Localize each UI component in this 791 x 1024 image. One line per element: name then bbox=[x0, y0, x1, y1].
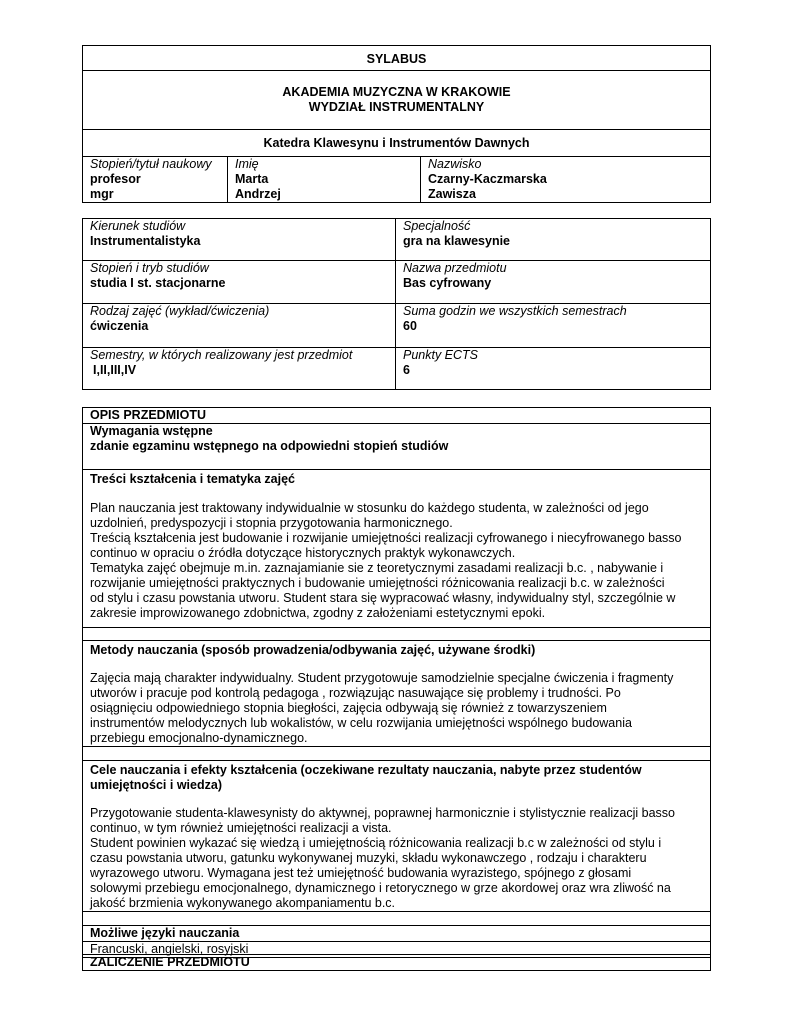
class-type-value: ćwiczenia bbox=[90, 319, 149, 333]
spacer-row bbox=[83, 454, 711, 469]
study-info-table bbox=[82, 218, 711, 390]
department-name: Katedra Klawesynu i Instrumentów Dawnych bbox=[83, 130, 711, 157]
syllabus-title: SYLABUS bbox=[83, 46, 711, 71]
hours-label: Suma godzin we wszystkich semestrach bbox=[403, 304, 627, 318]
class-type-label: Rodzaj zajęć (wykład/ćwiczenia) bbox=[90, 304, 270, 318]
level-cell bbox=[83, 261, 396, 304]
teacher-surname: Czarny-Kaczmarska bbox=[428, 172, 547, 186]
faculty-name: WYDZIAŁ INSTRUMENTALNY bbox=[308, 100, 485, 114]
semesters-value: I,II,III,IV bbox=[93, 363, 137, 377]
level-value: studia I st. stacjonarne bbox=[90, 276, 226, 290]
requirements-title: Wymagania wstępne bbox=[90, 424, 213, 438]
languages-title: Możliwe języki nauczania bbox=[83, 925, 711, 941]
subject-label: Nazwa przedmiotu bbox=[403, 261, 507, 275]
spacer-row bbox=[83, 627, 711, 640]
description-heading: OPIS PRZEDMIOTU bbox=[83, 408, 711, 424]
assessment-heading: ZALICZENIE PRZEDMIOTU bbox=[83, 955, 711, 971]
semesters-label: Semestry, w których realizowany jest przedmiot bbox=[90, 348, 353, 362]
level-label: Stopień i tryb studiów bbox=[90, 261, 209, 275]
subject-value: Bas cyfrowany bbox=[403, 276, 492, 290]
goals-text: Przygotowanie studenta-klawesynisty do aktywnej, poprawnej harmonicznie i stylistycznie realizacji basso continuo, w tym również umiejętności realizacji a vista. Student powinien wykazać się wiedzą i umiejętnością różnicowania realizacji b.c w zależności od stylu i czasu powstania utworu, gatunku wykonywanej muzyki, składu wykonawczego , rodzaju i charakteru wyrazowego utworu. Wymagana jest też umiejętność budowania wyrazistego, spójnego z głosami solowymi przebiegu emocjonalnego, dynamicznego i retorycznego w grze akordowej oraz wra zliwość na jakość brzmienia wykonywanego akompaniamentu b.c. bbox=[90, 805, 675, 910]
name-label: Imię bbox=[235, 157, 259, 171]
methods-text: Zajęcia mają charakter indywidualny. Student przygotowuje samodzielnie specjalne ćwiczenia i fragmenty utworów i pracuje pod kontrolą pedagoga , rozwiązując nasuwające się problemy i trudności. Po osiągnięciu odpowiedniego stopnia biegłości, zajęcia odbywają się również z towarzyszeniem instrumentów melodycznych lub wokalistów, w celu rozwijania umiejętności wspólnego budowania przebiegu emocjonalno-dynamicznego. bbox=[90, 670, 674, 745]
hours-value: 60 bbox=[403, 319, 417, 333]
degree-label: Stopień/tytuł naukowy bbox=[90, 157, 212, 171]
header-table bbox=[82, 45, 711, 203]
ects-cell bbox=[396, 348, 711, 390]
specialty-value: gra na klawesynie bbox=[403, 234, 511, 248]
teacher-name: Andrzej bbox=[235, 187, 281, 201]
languages-text: Francuski, angielski, rosyjski bbox=[83, 941, 711, 957]
surname-label: Nazwisko bbox=[428, 157, 482, 171]
requirements-section bbox=[83, 424, 711, 455]
teacher-name: Marta bbox=[235, 172, 269, 186]
teacher-degree: mgr bbox=[90, 187, 114, 201]
goals-section bbox=[83, 760, 711, 911]
methods-title: Metody nauczania (sposób prowadzenia/odbywania zajęć, używane środki) bbox=[90, 642, 536, 657]
assessment-table bbox=[82, 954, 711, 971]
subject-cell bbox=[396, 261, 711, 304]
description-table bbox=[82, 407, 711, 958]
teacher-surname-cell bbox=[421, 157, 711, 203]
content-text: Plan nauczania jest traktowany indywidualnie w stosunku do każdego studenta, w zależności od jego uzdolnień, predyspozycji i stopnia przygotowania harmonicznego. Treścią kształcenia jest budowanie i rozwijanie umiejętności realizacji cyfrowanego i niecyfrowanego basso continuo w opraciu o źródła dotyczące historycznych praktyk wykonawczych. Tematyka zajęć obejmuje m.in. zaznajamianie sie z teoretycznymi zasadami realizacji b.c. , nabywanie i rozwijanie umiejętności praktycznych i budowanie umiejętności różnicowania realizacji b.c. w zależności od stylu i czasu powstania utworu. Student stara się wypracować własny, indywidualny styl, szczególnie w zakresie improwizowanego zdobnictwa, zgodny z założeniami estetycznymi epoki. bbox=[90, 500, 682, 620]
teacher-degree: profesor bbox=[90, 172, 141, 186]
spacer-row bbox=[83, 911, 711, 925]
ects-value: 6 bbox=[403, 363, 410, 377]
class-type-cell bbox=[83, 304, 396, 348]
spacer-row bbox=[83, 746, 711, 760]
content-title: Treści kształcenia i tematyka zajęć bbox=[90, 471, 295, 486]
specialty-label: Specjalność bbox=[403, 219, 471, 233]
hours-cell bbox=[396, 304, 711, 348]
field-value: Instrumentalistyka bbox=[90, 234, 201, 248]
semesters-cell bbox=[83, 348, 396, 390]
requirements-text: zdanie egzaminu wstępnego na odpowiedni stopień studiów bbox=[90, 439, 449, 453]
university-name: AKADEMIA MUZYCZNA W KRAKOWIE bbox=[282, 85, 511, 99]
field-cell bbox=[83, 219, 396, 261]
content-section bbox=[83, 469, 711, 627]
teacher-surname: Zawisza bbox=[428, 187, 476, 201]
methods-section bbox=[83, 640, 711, 746]
teacher-name-cell bbox=[228, 157, 421, 203]
field-label: Kierunek studiów bbox=[90, 219, 186, 233]
ects-label: Punkty ECTS bbox=[403, 348, 479, 362]
teacher-degree-cell bbox=[83, 157, 228, 203]
specialty-cell bbox=[396, 219, 711, 261]
institution-block bbox=[83, 71, 711, 130]
goals-title: Cele nauczania i efekty kształcenia (oczekiwane rezultaty nauczania, nabyte przez studentów umiejętności i wiedza) bbox=[90, 762, 642, 792]
